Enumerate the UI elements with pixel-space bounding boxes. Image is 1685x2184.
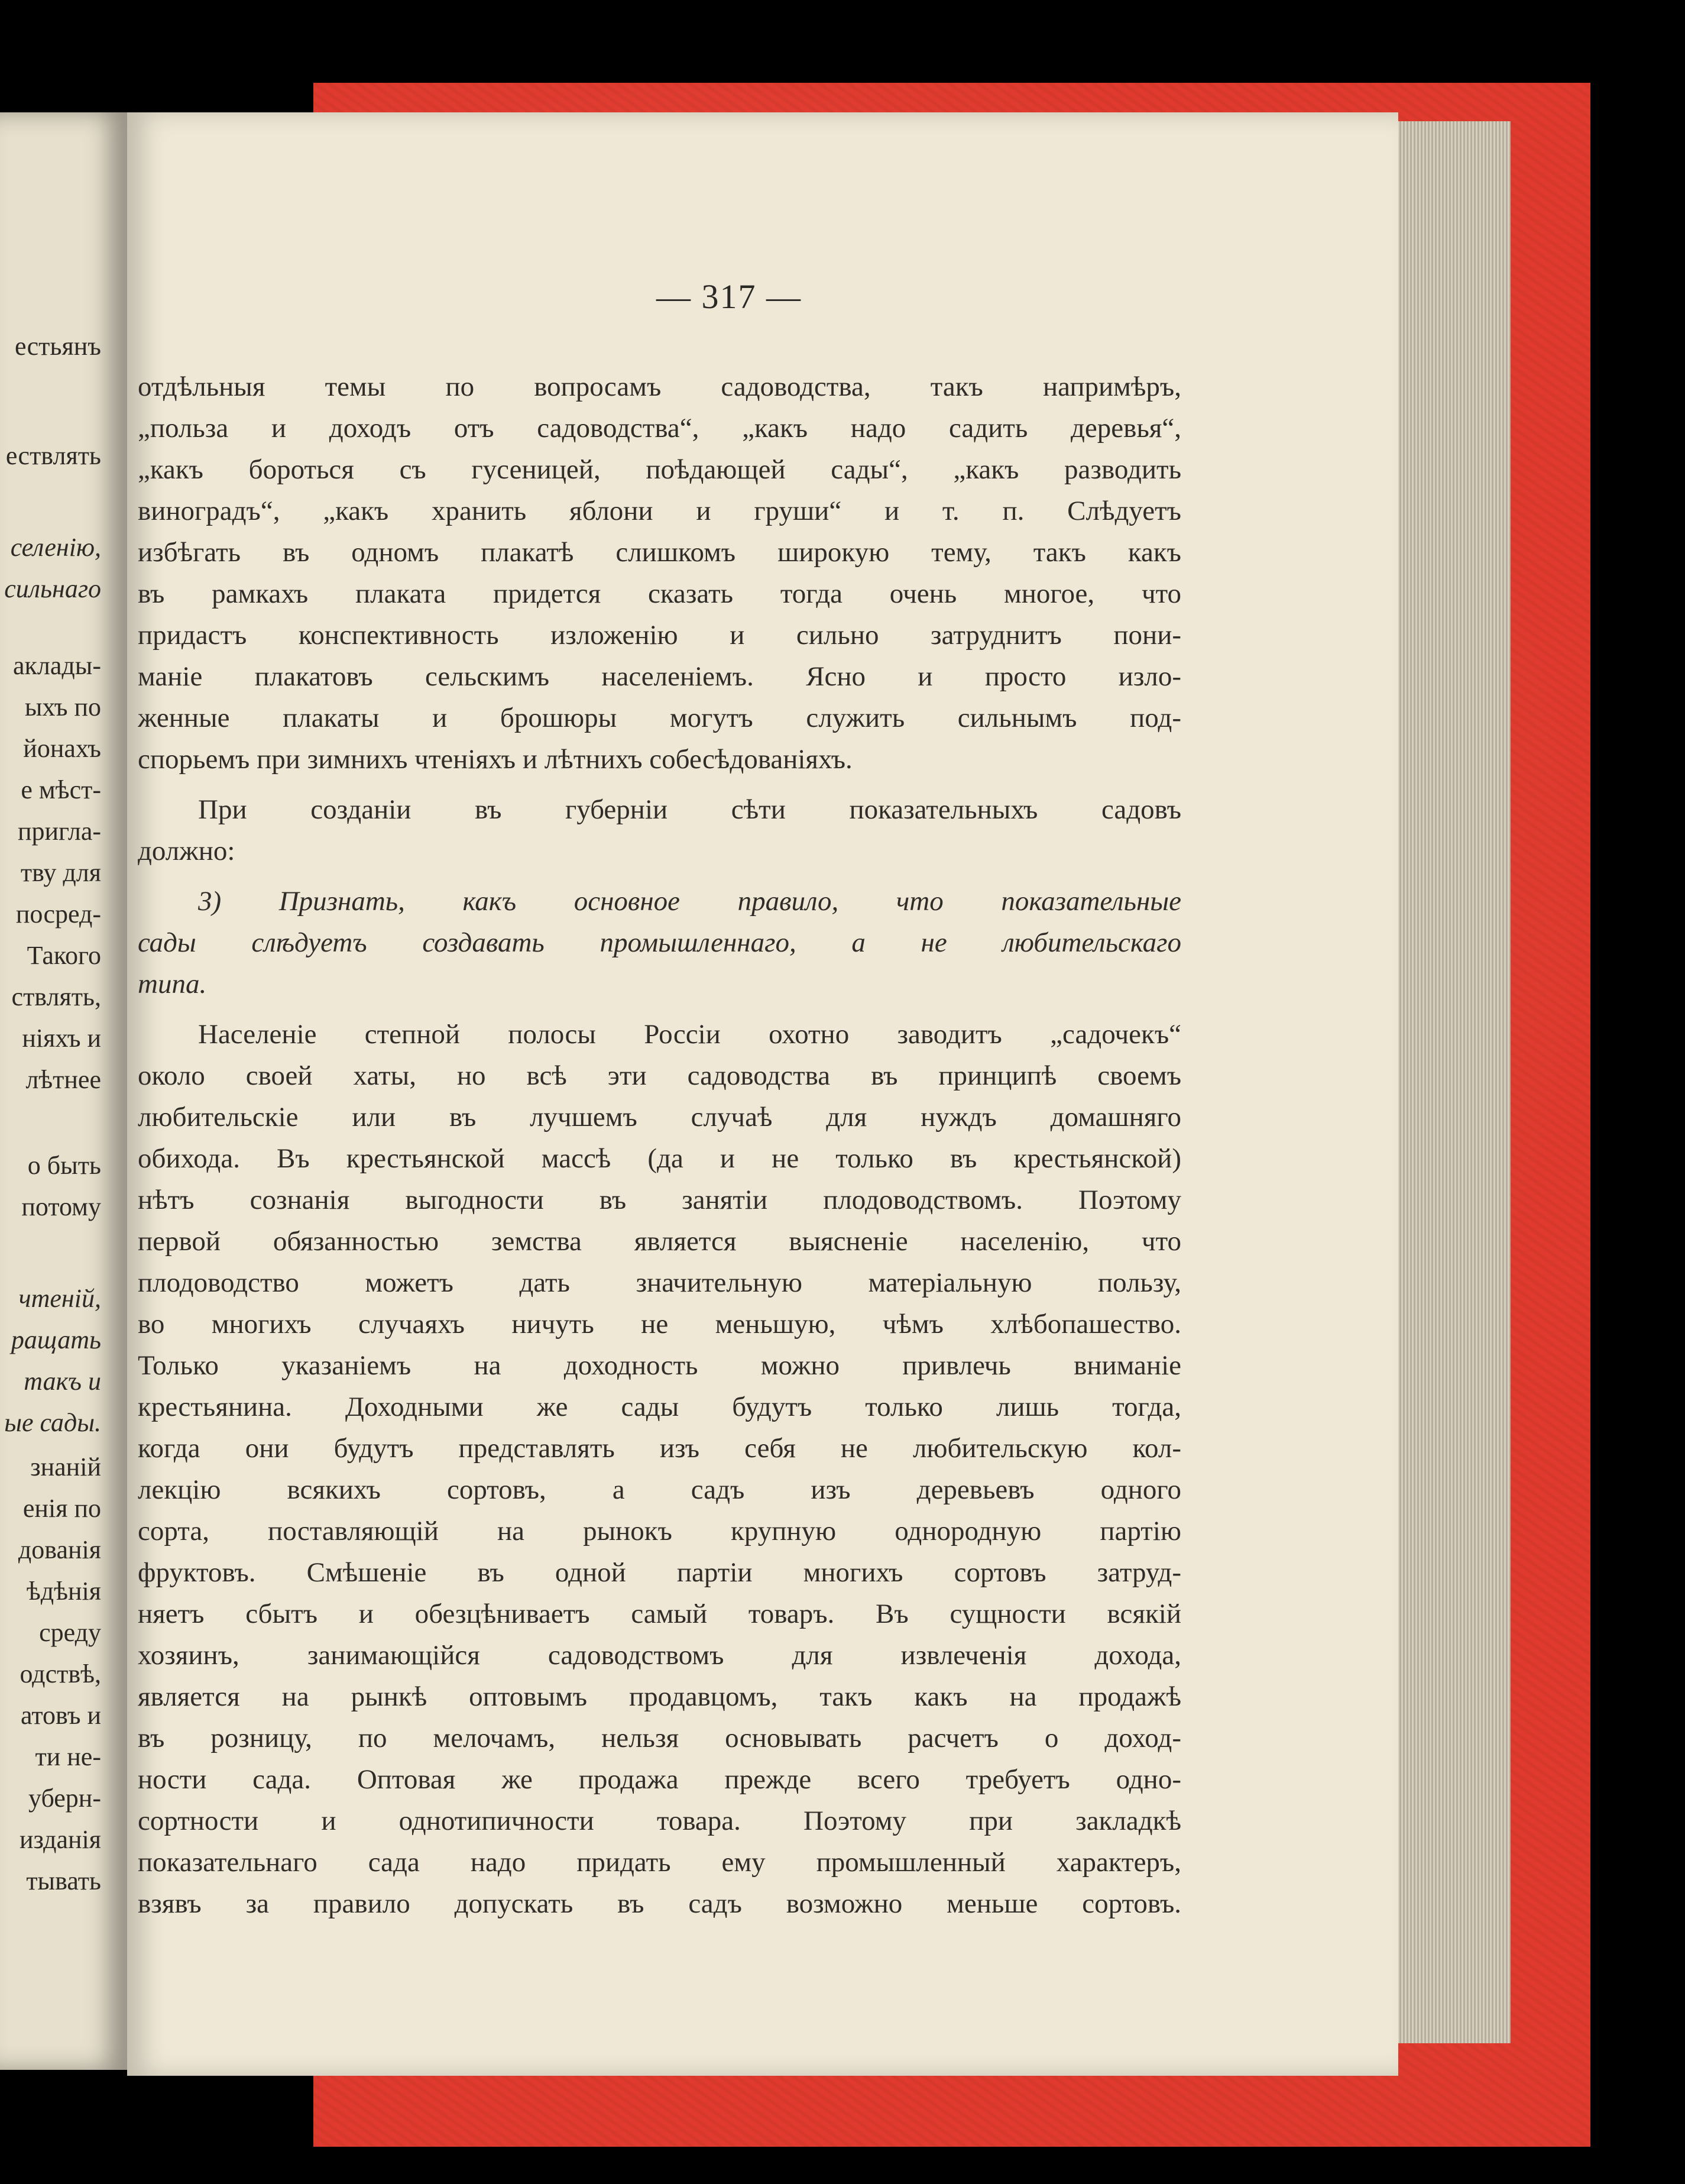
prev-page-line: ыхъ по xyxy=(24,693,101,721)
prev-page-line: тывать xyxy=(26,1866,101,1895)
prev-page-line: уберн- xyxy=(28,1784,101,1813)
text-line: „какъ бороться съ гусеницей, поѣдающей сады“, „какъ разводить xyxy=(138,454,1181,485)
prev-page-line: селенію, xyxy=(10,533,101,562)
text-line: спорьемъ при зимнихъ чтеніяхъ и лѣтнихъ собесѣдованіяхъ. xyxy=(138,744,853,775)
prev-page-line: лѣтнее xyxy=(25,1065,101,1094)
text-line: плодоводство можетъ дать значительную матеріальную пользу, xyxy=(138,1267,1181,1298)
text-line: обихода. Въ крестьянской массѣ (да и не только въ крестьянской) xyxy=(138,1143,1181,1174)
prev-page-line: знаній xyxy=(30,1452,101,1481)
page-edges xyxy=(1392,121,1511,2043)
prev-page-line: чтеній, xyxy=(18,1284,101,1313)
prev-page-line: атовъ и xyxy=(20,1701,101,1730)
text-line: 3) Признать, какъ основное правило, что показательные xyxy=(198,886,1181,917)
prev-page-line: аклады- xyxy=(13,651,101,680)
prev-page-line: естьянъ xyxy=(15,332,101,361)
text-line: Только указаніемъ на доходность можно привлечь вниманіе xyxy=(138,1350,1181,1381)
prev-page-line: сильнаго xyxy=(4,574,101,603)
text-line: лекцію всякихъ сортовъ, а садъ изъ деревьевъ одного xyxy=(138,1474,1181,1505)
prev-page-line: е мѣст- xyxy=(21,775,101,804)
page xyxy=(127,112,1398,2076)
text-line: хозяинъ, занимающійся садоводствомъ для извлеченія дохода, xyxy=(138,1640,1181,1671)
text-line: сорта, поставляющій на рынокъ крупную однородную партію xyxy=(138,1516,1181,1546)
text-line: ности сада. Оптовая же продажа прежде всего требуетъ одно- xyxy=(138,1764,1181,1795)
text-line: въ розницу, по мелочамъ, нельзя основывать расчетъ о доход- xyxy=(138,1723,1181,1753)
prev-page-line: изданія xyxy=(19,1825,101,1854)
prev-page-line: такъ и xyxy=(24,1367,101,1396)
prev-page-line: среду xyxy=(39,1618,101,1647)
prev-page-line: потому xyxy=(21,1192,101,1221)
text-line: типа. xyxy=(138,969,207,999)
text-line: взявъ за правило допускать въ садъ возможно меньше сортовъ. xyxy=(138,1888,1181,1919)
text-line: сады слѣдуетъ создавать промышленнаго, а не любительскаго xyxy=(138,927,1181,958)
prev-page-line: енія по xyxy=(22,1494,101,1523)
prev-page-line: Такого xyxy=(27,941,101,970)
prev-page-line: ествлять xyxy=(5,441,101,470)
text-line: когда они будутъ представлять изъ себя не любительскую кол- xyxy=(138,1433,1181,1464)
text-line: должно: xyxy=(138,836,235,866)
text-line: маніе плакатовъ сельскимъ населеніемъ. Ясно и просто изло- xyxy=(138,661,1181,692)
text-line: виноградъ“, „какъ хранить яблони и груши“ и т. п. Слѣдуетъ xyxy=(138,496,1181,526)
prev-page-line: ращать xyxy=(11,1325,101,1354)
prev-page-line: ніяхъ и xyxy=(22,1024,101,1053)
text-line: около своей хаты, но всѣ эти садоводства въ принципѣ своемъ xyxy=(138,1060,1181,1091)
text-line: въ рамкахъ плаката придется сказать тогда очень многое, что xyxy=(138,578,1181,609)
text-line: показательнаго сада надо придать ему промышленный характеръ, xyxy=(138,1847,1181,1878)
prev-page-line: ые сады. xyxy=(4,1408,101,1437)
text-line: сортности и однотипичности товара. Поэтому при закладкѣ xyxy=(138,1806,1181,1836)
text-line: любительскіе или въ лучшемъ случаѣ для нуждъ домашняго xyxy=(138,1102,1181,1133)
text-line: крестьянина. Доходными же сады будутъ только лишь тогда, xyxy=(138,1392,1181,1422)
text-line: фруктовъ. Смѣшеніе въ одной партіи многихъ сортовъ затруд- xyxy=(138,1557,1181,1588)
prev-page-line: посред- xyxy=(15,900,101,928)
text-line: нѣтъ сознанія выгодности въ занятіи плодоводствомъ. Поэтому xyxy=(138,1185,1181,1215)
prev-page-line: йонахъ xyxy=(23,734,101,763)
text-line: придастъ конспективность изложенію и сильно затруднитъ пони- xyxy=(138,620,1181,651)
text-line: отдѣльныя темы по вопросамъ садоводства, такъ напримѣръ, xyxy=(138,371,1181,402)
prev-page-line: тву для xyxy=(20,858,101,887)
prev-page-line: ствлять, xyxy=(11,982,101,1011)
prev-page-line: дованія xyxy=(18,1535,101,1564)
page-number: — 317 — xyxy=(656,277,802,316)
prev-page-line: пригла- xyxy=(17,817,101,846)
text-line: женные плакаты и брошюры могутъ служить сильнымъ под- xyxy=(138,703,1181,733)
text-line: Населеніе степной полосы Россіи охотно заводитъ „садочекъ“ xyxy=(198,1019,1181,1050)
prev-page-line: ѣдѣнія xyxy=(26,1577,101,1606)
text-line: При созданіи въ губерніи сѣти показательныхъ садовъ xyxy=(198,794,1181,825)
prev-page-line: о быть xyxy=(27,1151,101,1180)
text-line: во многихъ случаяхъ ничуть не меньшую, чѣмъ хлѣбопашество. xyxy=(138,1309,1181,1339)
previous-page xyxy=(0,112,127,2070)
text-line: является на рынкѣ оптовымъ продавцомъ, такъ какъ на продажѣ xyxy=(138,1681,1181,1712)
text-line: первой обязанностью земства является выясненіе населенію, что xyxy=(138,1226,1181,1257)
text-line: няетъ сбытъ и обезцѣниваетъ самый товаръ. Въ сущности всякій xyxy=(138,1599,1181,1629)
text-line: „польза и доходъ отъ садоводства“, „какъ надо садить деревья“, xyxy=(138,413,1181,444)
prev-page-line: ти не- xyxy=(35,1742,101,1771)
text-line: избѣгать въ одномъ плакатѣ слишкомъ широкую тему, такъ какъ xyxy=(138,537,1181,568)
prev-page-line: одствѣ, xyxy=(20,1659,101,1688)
